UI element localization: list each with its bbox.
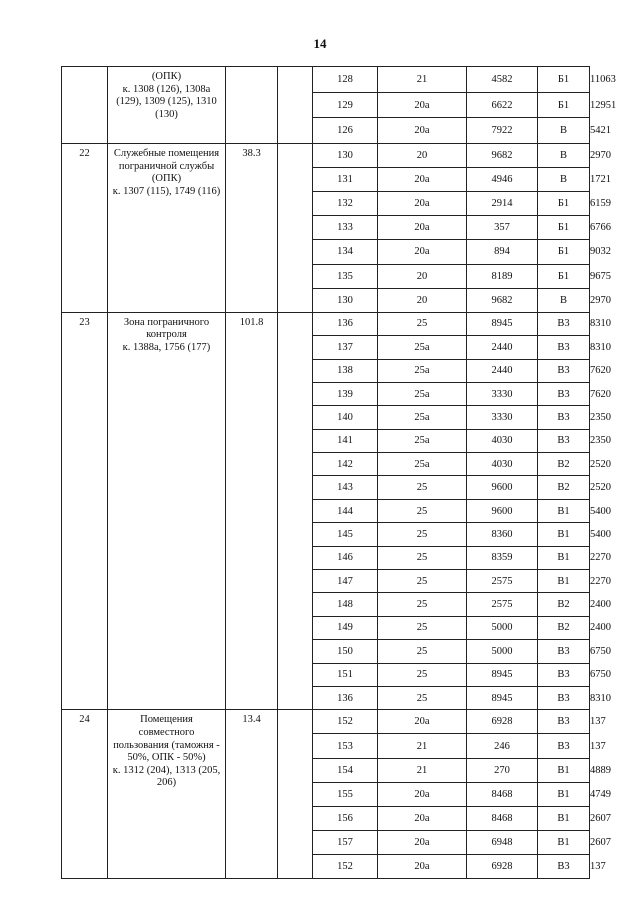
room-number-cell: 25	[378, 593, 467, 616]
point-number-cell: 151	[313, 663, 378, 686]
category-code-cell: Б1	[538, 192, 590, 216]
category-code-cell: В	[538, 144, 590, 168]
category-code-cell: В3	[538, 382, 590, 405]
page-number: 14	[313, 36, 327, 51]
point-number-cell: 139	[313, 382, 378, 405]
table-row: 149 25 5000 В2 2400	[62, 616, 590, 639]
table-row: 142 25а 4030 В2 2520	[62, 453, 590, 476]
category-code-cell: В	[538, 118, 590, 144]
empty-cell	[278, 710, 313, 879]
coordinate-value-cell: 2575	[467, 570, 538, 593]
coordinate-value-cell: 3330	[467, 406, 538, 429]
category-code-cell: В1	[538, 546, 590, 569]
room-number-cell: 20а	[378, 830, 467, 854]
table-row: 143 25 9600 В2 2520	[62, 476, 590, 499]
coordinate-value-cell: 357	[467, 216, 538, 240]
coordinate-value-cell: 8359	[467, 546, 538, 569]
table-row: 137 25а 2440 В3 8310	[62, 336, 590, 359]
room-number-cell: 25а	[378, 359, 467, 382]
coordinate-value-cell: 8360	[467, 523, 538, 546]
point-number-cell: 130	[313, 144, 378, 168]
room-number-cell: 20а	[378, 216, 467, 240]
category-code-cell: В3	[538, 710, 590, 734]
table-row: 129 20а 6622 Б1 12951	[62, 92, 590, 118]
category-code-cell: Б1	[538, 216, 590, 240]
point-number-cell: 149	[313, 616, 378, 639]
coordinate-value-cell: 8945	[467, 663, 538, 686]
room-number-cell: 25	[378, 499, 467, 522]
point-number-cell: 152	[313, 854, 378, 878]
table-row: 138 25а 2440 В3 7620	[62, 359, 590, 382]
category-code-cell: В3	[538, 663, 590, 686]
room-number-cell: 25а	[378, 429, 467, 452]
room-number-cell: 25	[378, 312, 467, 335]
coordinate-value-cell: 9682	[467, 288, 538, 312]
room-number-cell: 20а	[378, 710, 467, 734]
table-row: 135 20 8189 Б1 9675	[62, 264, 590, 288]
point-number-cell: 131	[313, 168, 378, 192]
table-row: 139 25а 3330 В3 7620	[62, 382, 590, 405]
category-code-cell: В1	[538, 806, 590, 830]
coordinate-value-cell: 8468	[467, 782, 538, 806]
category-code-cell: В2	[538, 616, 590, 639]
coordinate-value-cell: 8189	[467, 264, 538, 288]
empty-cell	[278, 312, 313, 710]
coordinate-value-cell: 2914	[467, 192, 538, 216]
point-number-cell: 152	[313, 710, 378, 734]
table-row: 151 25 8945 В3 6750	[62, 663, 590, 686]
table-row: 147 25 2575 В1 2270	[62, 570, 590, 593]
coordinate-value-cell: 2440	[467, 336, 538, 359]
area-cell: 38.3	[226, 144, 278, 313]
description-cell: Служебные помещения пограничной службы (ОПК) к. 1307 (115), 1749 (116)	[108, 144, 226, 313]
point-number-cell: 140	[313, 406, 378, 429]
table-row: 140 25а 3330 В3 2350	[62, 406, 590, 429]
coordinate-value-cell: 2440	[467, 359, 538, 382]
table-row: 155 20а 8468 В1 4749	[62, 782, 590, 806]
point-number-cell: 141	[313, 429, 378, 452]
coordinate-value-cell: 4582	[467, 67, 538, 93]
table-row: 156 20а 8468 В1 2607	[62, 806, 590, 830]
category-code-cell: Б1	[538, 92, 590, 118]
table-row: 22 Служебные помещения пограничной службы (ОПК) к. 1307 (115), 1749 (116) 38.3 130 20 9682 В 2970	[62, 144, 590, 168]
table-row: 153 21 246 В3 137	[62, 734, 590, 758]
table-row: 157 20а 6948 В1 2607	[62, 830, 590, 854]
table-row: 141 25а 4030 В3 2350	[62, 429, 590, 452]
table-row: 23 Зона пограничного контроля к. 1388а, 1756 (177) 101.8 136 25 8945 В3 8310	[62, 312, 590, 335]
point-number-cell: 138	[313, 359, 378, 382]
room-number-cell: 20	[378, 264, 467, 288]
coordinate-value-cell: 3330	[467, 382, 538, 405]
category-code-cell: В2	[538, 453, 590, 476]
point-number-cell: 155	[313, 782, 378, 806]
point-number-cell: 154	[313, 758, 378, 782]
point-number-cell: 126	[313, 118, 378, 144]
point-number-cell: 147	[313, 570, 378, 593]
category-code-cell: В3	[538, 854, 590, 878]
category-code-cell: В3	[538, 686, 590, 709]
category-code-cell: В1	[538, 499, 590, 522]
point-number-cell: 150	[313, 640, 378, 663]
category-code-cell: Б1	[538, 264, 590, 288]
coordinate-value-cell: 6948	[467, 830, 538, 854]
category-code-cell: В3	[538, 359, 590, 382]
category-code-cell: В3	[538, 406, 590, 429]
point-number-cell: 153	[313, 734, 378, 758]
point-number-cell: 142	[313, 453, 378, 476]
description-cell: Помещения совместного пользования (таможня - 50%, ОПК - 50%) к. 1312 (204), 1313 (205, 206)	[108, 710, 226, 879]
category-code-cell: В1	[538, 523, 590, 546]
table-row: 150 25 5000 В3 6750	[62, 640, 590, 663]
room-number-cell: 21	[378, 67, 467, 93]
point-number-cell: 145	[313, 523, 378, 546]
row-number-cell: 24	[62, 710, 108, 879]
room-number-cell: 25	[378, 523, 467, 546]
category-code-cell: В1	[538, 758, 590, 782]
point-number-cell: 137	[313, 336, 378, 359]
coordinate-value-cell: 5000	[467, 616, 538, 639]
point-number-cell: 156	[313, 806, 378, 830]
room-number-cell: 25	[378, 546, 467, 569]
table-row: 152 20а 6928 В3 137	[62, 854, 590, 878]
row-number-cell: 23	[62, 312, 108, 710]
coordinate-value-cell: 8468	[467, 806, 538, 830]
room-number-cell: 20а	[378, 92, 467, 118]
table-row: 24 Помещения совместного пользования (таможня - 50%, ОПК - 50%) к. 1312 (204), 1313 (205, 206) 13.4 152 20а 6928 В3 137	[62, 710, 590, 734]
area-cell: 101.8	[226, 312, 278, 710]
description-cell: (ОПК) к. 1308 (126), 1308а (129), 1309 (125), 1310 (130)	[108, 67, 226, 144]
coordinate-value-cell: 9600	[467, 499, 538, 522]
table-row: 136 25 8945 В3 8310	[62, 686, 590, 709]
category-code-cell: В3	[538, 429, 590, 452]
table-row: 131 20а 4946 В 1721	[62, 168, 590, 192]
room-number-cell: 20	[378, 144, 467, 168]
table-row: 133 20а 357 Б1 6766	[62, 216, 590, 240]
category-code-cell: В1	[538, 782, 590, 806]
category-code-cell: В3	[538, 336, 590, 359]
point-number-cell: 143	[313, 476, 378, 499]
coordinate-value-cell: 9682	[467, 144, 538, 168]
coordinate-value-cell: 4946	[467, 168, 538, 192]
room-number-cell: 20а	[378, 854, 467, 878]
coordinate-value-cell: 5000	[467, 640, 538, 663]
coordinate-value-cell: 894	[467, 240, 538, 264]
coordinate-value-cell: 8945	[467, 312, 538, 335]
coordinate-value-cell: 6622	[467, 92, 538, 118]
room-number-cell: 21	[378, 758, 467, 782]
point-number-cell: 135	[313, 264, 378, 288]
point-number-cell: 134	[313, 240, 378, 264]
description-cell: Зона пограничного контроля к. 1388а, 1756 (177)	[108, 312, 226, 710]
room-number-cell: 25	[378, 616, 467, 639]
room-number-cell: 21	[378, 734, 467, 758]
category-code-cell: В3	[538, 312, 590, 335]
row-number-cell: 22	[62, 144, 108, 313]
table-row: 148 25 2575 В2 2400	[62, 593, 590, 616]
point-number-cell: 157	[313, 830, 378, 854]
area-cell: 13.4	[226, 710, 278, 879]
table-row: 154 21 270 В1 4889	[62, 758, 590, 782]
room-number-cell: 25	[378, 686, 467, 709]
room-number-cell: 25а	[378, 336, 467, 359]
coordinate-value-cell: 7922	[467, 118, 538, 144]
point-number-cell: 132	[313, 192, 378, 216]
room-number-cell: 25	[378, 640, 467, 663]
points-table	[61, 66, 617, 879]
category-code-cell: В1	[538, 830, 590, 854]
category-code-cell: В1	[538, 570, 590, 593]
point-number-cell: 129	[313, 92, 378, 118]
point-number-cell: 146	[313, 546, 378, 569]
coordinate-value-cell: 4030	[467, 453, 538, 476]
coordinate-value-cell: 246	[467, 734, 538, 758]
point-number-cell: 130	[313, 288, 378, 312]
table-row: (ОПК) к. 1308 (126), 1308а (129), 1309 (125), 1310 (130) 128 21 4582 Б1 11063	[62, 67, 590, 93]
coordinate-value-cell: 8945	[467, 686, 538, 709]
table-row: 132 20а 2914 Б1 6159	[62, 192, 590, 216]
room-number-cell: 20а	[378, 806, 467, 830]
row-number-cell	[62, 67, 108, 144]
table-row: 144 25 9600 В1 5400	[62, 499, 590, 522]
room-number-cell: 25	[378, 570, 467, 593]
coordinate-value-cell: 9600	[467, 476, 538, 499]
room-number-cell: 20а	[378, 168, 467, 192]
category-code-cell: В2	[538, 593, 590, 616]
category-code-cell: Б1	[538, 67, 590, 93]
area-cell	[226, 67, 278, 144]
point-number-cell: 128	[313, 67, 378, 93]
point-number-cell: 136	[313, 686, 378, 709]
table-row: 134 20а 894 Б1 9032	[62, 240, 590, 264]
category-code-cell: В3	[538, 734, 590, 758]
table-row: 146 25 8359 В1 2270	[62, 546, 590, 569]
room-number-cell: 25а	[378, 406, 467, 429]
room-number-cell: 20а	[378, 118, 467, 144]
category-code-cell: В2	[538, 476, 590, 499]
coordinate-value-cell: 270	[467, 758, 538, 782]
category-code-cell: Б1	[538, 240, 590, 264]
room-number-cell: 25а	[378, 453, 467, 476]
category-code-cell: В	[538, 168, 590, 192]
room-number-cell: 20а	[378, 192, 467, 216]
coordinate-value-cell: 4030	[467, 429, 538, 452]
point-number-cell: 133	[313, 216, 378, 240]
room-number-cell: 20а	[378, 782, 467, 806]
room-number-cell: 20	[378, 288, 467, 312]
coordinate-value-cell: 6928	[467, 854, 538, 878]
category-code-cell: В	[538, 288, 590, 312]
point-number-cell: 144	[313, 499, 378, 522]
coordinate-value-cell: 2575	[467, 593, 538, 616]
room-number-cell: 25а	[378, 382, 467, 405]
empty-cell	[278, 67, 313, 144]
coordinate-value-cell: 6928	[467, 710, 538, 734]
point-number-cell: 136	[313, 312, 378, 335]
table-row: 145 25 8360 В1 5400	[62, 523, 590, 546]
table-row: 126 20а 7922 В 5421	[62, 118, 590, 144]
empty-cell	[278, 144, 313, 313]
room-number-cell: 25	[378, 476, 467, 499]
table-row: 130 20 9682 В 2970	[62, 288, 590, 312]
room-number-cell: 25	[378, 663, 467, 686]
point-number-cell: 148	[313, 593, 378, 616]
room-number-cell: 20а	[378, 240, 467, 264]
category-code-cell: В3	[538, 640, 590, 663]
